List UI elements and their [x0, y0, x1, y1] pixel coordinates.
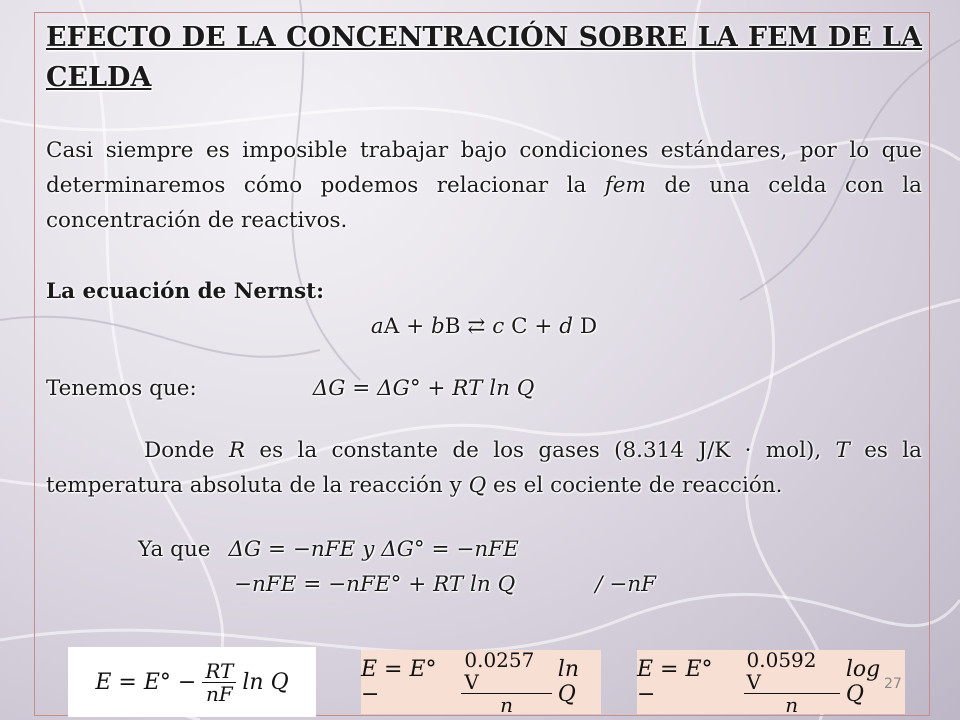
- eq1-numerator: RT: [202, 660, 236, 683]
- ya-que-row: [46, 532, 922, 567]
- intro-fem: fem: [604, 173, 646, 198]
- species-c: C +: [504, 314, 560, 339]
- donde-paragraph: [46, 433, 922, 503]
- divide-nf: / −nF: [595, 572, 657, 597]
- nfe-equation: −nFE = −nFE° + RT ln Q: [234, 572, 516, 597]
- eq1-lhs: E = E° −: [95, 669, 197, 695]
- donde-T: T: [835, 438, 850, 463]
- ya-que-label: Ya que: [138, 537, 211, 562]
- intro-text-2: de una celda con la concentración de reactivos.: [46, 173, 922, 233]
- gibbs-equation: ΔG = ΔG° + RT ln Q: [312, 376, 535, 401]
- ya-que-equation: ΔG = −nFE y ΔG° = −nFE: [228, 537, 519, 562]
- eq1-denominator: nF: [205, 681, 233, 706]
- nernst-heading: La ecuación de Nernst:: [46, 279, 325, 304]
- nernst-ln-equation-image: [361, 647, 601, 717]
- eq2-rhs: ln Q: [557, 657, 580, 707]
- nfe-row: [46, 567, 922, 602]
- coef-c: c: [492, 314, 505, 339]
- intro-paragraph: [46, 133, 922, 238]
- tenemos-row: [46, 371, 922, 406]
- coef-d: d: [559, 314, 573, 339]
- tenemos-label: Tenemos que:: [46, 376, 197, 401]
- eq2-numerator: 0.0257 V: [461, 649, 551, 694]
- coef-b: b: [430, 314, 445, 339]
- eq2-denominator: n: [500, 692, 514, 717]
- reaction-equation: [46, 309, 922, 344]
- page-number: 27: [884, 676, 902, 692]
- donde-Q: Q: [468, 473, 487, 498]
- species-a: A +: [383, 314, 431, 339]
- eq3-lhs: E = E° −: [637, 657, 713, 707]
- eq3-denominator: n: [785, 692, 799, 717]
- eq3-fraction: [744, 649, 840, 716]
- eq2-fraction: [461, 649, 551, 716]
- donde-text-1: Donde: [144, 438, 229, 463]
- donde-text-4: es el cociente de reacción.: [486, 473, 783, 498]
- eq3-rhs: log Q: [845, 657, 881, 707]
- donde-R: R: [228, 438, 246, 463]
- intro-text-1: Casi siempre es imposible trabajar bajo condiciones estándares, por lo que determinaremos cómo podemos relacionar la: [46, 138, 922, 198]
- coef-a: a: [370, 314, 384, 339]
- eq1-fraction: [202, 660, 236, 705]
- species-d: D: [573, 314, 598, 339]
- eq2-lhs: E = E° −: [361, 657, 437, 707]
- slide-content: [46, 18, 922, 602]
- species-b: B ⇄: [444, 314, 493, 339]
- nernst-equation-image: [68, 647, 316, 717]
- eq1-rhs: ln Q: [242, 669, 289, 695]
- eq3-numerator: 0.0592 V: [744, 649, 840, 694]
- donde-text-3: es la temperatura absoluta de la reacción y: [46, 438, 922, 498]
- nernst-log-equation-image: [637, 647, 905, 717]
- donde-text-2: es la constante de los gases (8.314 J/K · mol),: [245, 438, 836, 463]
- slide-title: EFECTO DE LA CONCENTRACIÓN SOBRE LA FEM DE LA CELDA: [46, 22, 922, 93]
